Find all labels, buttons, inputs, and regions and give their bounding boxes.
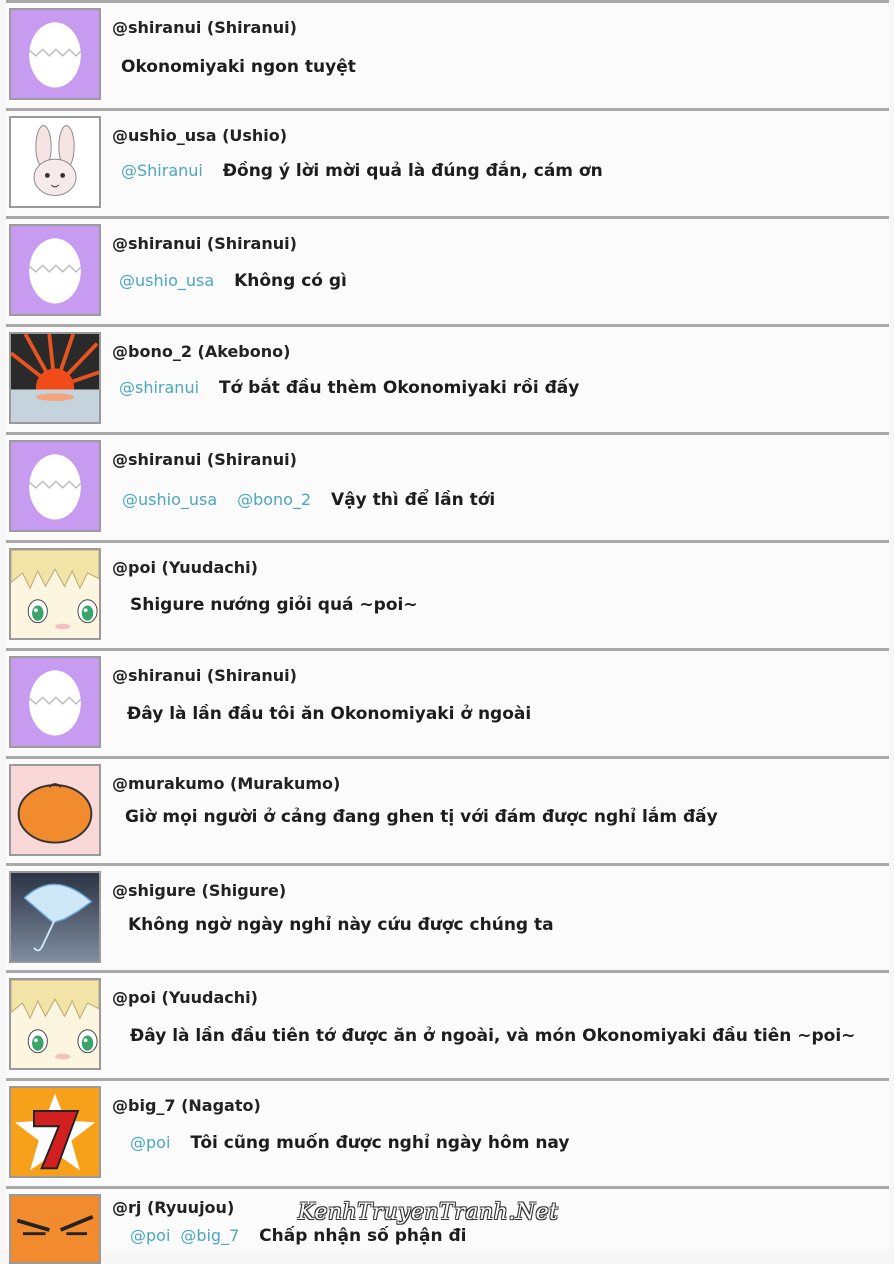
post-handle[interactable]: @shiranui (Shiranui) [112, 18, 297, 37]
post-message [125, 807, 718, 827]
post-handle[interactable]: @shiranui (Shiranui) [112, 666, 297, 685]
post-handle[interactable]: @poi (Yuudachi) [112, 988, 258, 1007]
post-handle[interactable]: @rj (Ryuujou) [112, 1198, 235, 1217]
post-text: Đây là lần đầu tiên tớ được ăn ở ngoài, và món Okonomiyaki đầu tiên ~poi~ [130, 1026, 856, 1046]
post [6, 432, 889, 540]
egg-icon[interactable] [9, 224, 101, 316]
post-message [121, 161, 603, 181]
post-handle[interactable]: @ushio_usa (Ushio) [112, 126, 288, 145]
watermark: KenhTruyenTranh.Net [298, 1200, 559, 1225]
post [6, 540, 889, 648]
girl-face-icon[interactable] [9, 978, 101, 1070]
post [6, 648, 889, 756]
post [6, 216, 889, 324]
post-handle[interactable]: @shiranui (Shiranui) [112, 234, 297, 253]
post-message [127, 704, 531, 724]
egg-icon[interactable] [9, 440, 101, 532]
angry-face-icon[interactable] [9, 1194, 101, 1264]
post-message [130, 1026, 855, 1046]
post-text: Vậy thì để lần tới [331, 490, 496, 510]
post-handle[interactable]: @poi (Yuudachi) [112, 558, 258, 577]
post-message [128, 915, 554, 935]
post-text: Chấp nhận số phận đi [259, 1226, 467, 1246]
mention-link[interactable]: @big_7 [180, 1226, 240, 1245]
girl-face-icon[interactable] [9, 548, 101, 640]
post [6, 970, 889, 1078]
post-message [121, 57, 356, 77]
post [6, 863, 889, 970]
mention-link[interactable]: @poi [130, 1133, 171, 1152]
post [6, 756, 889, 863]
post-text: Không ngờ ngày nghỉ này cứu được chúng ta [128, 915, 554, 935]
post-text: Shigure nướng giỏi quá ~poi~ [130, 595, 418, 615]
post-text: Đồng ý lời mời quả là đúng đắn, cám ơn [222, 161, 603, 181]
mention-link[interactable]: @ushio_usa [122, 490, 218, 509]
post-message [119, 271, 347, 291]
mention-link[interactable]: @ushio_usa [119, 271, 215, 290]
post-text: Đây là lần đầu tôi ăn Okonomiyaki ở ngoài [127, 704, 532, 724]
orange-icon[interactable] [9, 764, 101, 856]
post-message [130, 1226, 466, 1246]
post-handle[interactable]: @shigure (Shigure) [112, 881, 287, 900]
mention-link[interactable]: @bono_2 [237, 490, 312, 509]
post-text: Okonomiyaki ngon tuyệt [121, 57, 356, 77]
post-handle[interactable]: @bono_2 (Akebono) [112, 342, 291, 361]
post-message [130, 595, 418, 615]
mention-link[interactable]: @poi [130, 1226, 171, 1245]
umbrella-icon[interactable] [9, 871, 101, 963]
egg-icon[interactable] [9, 8, 101, 100]
post [6, 1078, 889, 1186]
post-text: Tớ bắt đầu thèm Okonomiyaki rồi đấy [218, 378, 580, 398]
post [6, 0, 889, 108]
post-handle[interactable]: @big_7 (Nagato) [112, 1096, 261, 1115]
post [6, 324, 889, 432]
mention-link[interactable]: @Shiranui [121, 161, 203, 180]
egg-icon[interactable] [9, 656, 101, 748]
star-seven-icon[interactable] [9, 1086, 101, 1178]
post-text: Tôi cũng muốn được nghỉ ngày hôm nay [190, 1133, 570, 1153]
post-handle[interactable]: @shiranui (Shiranui) [112, 450, 297, 469]
sunrise-icon[interactable] [9, 332, 101, 424]
post [6, 108, 889, 216]
post-message [122, 490, 495, 510]
post-text: Không có gì [234, 271, 347, 291]
post-message [130, 1133, 569, 1153]
post-text: Giờ mọi người ở cảng đang ghen tị với đám được nghỉ lắm đấy [125, 807, 718, 827]
rabbit-icon[interactable] [9, 116, 101, 208]
post-handle[interactable]: @murakumo (Murakumo) [112, 774, 341, 793]
mention-link[interactable]: @shiranui [119, 378, 200, 397]
post-message [119, 378, 579, 398]
